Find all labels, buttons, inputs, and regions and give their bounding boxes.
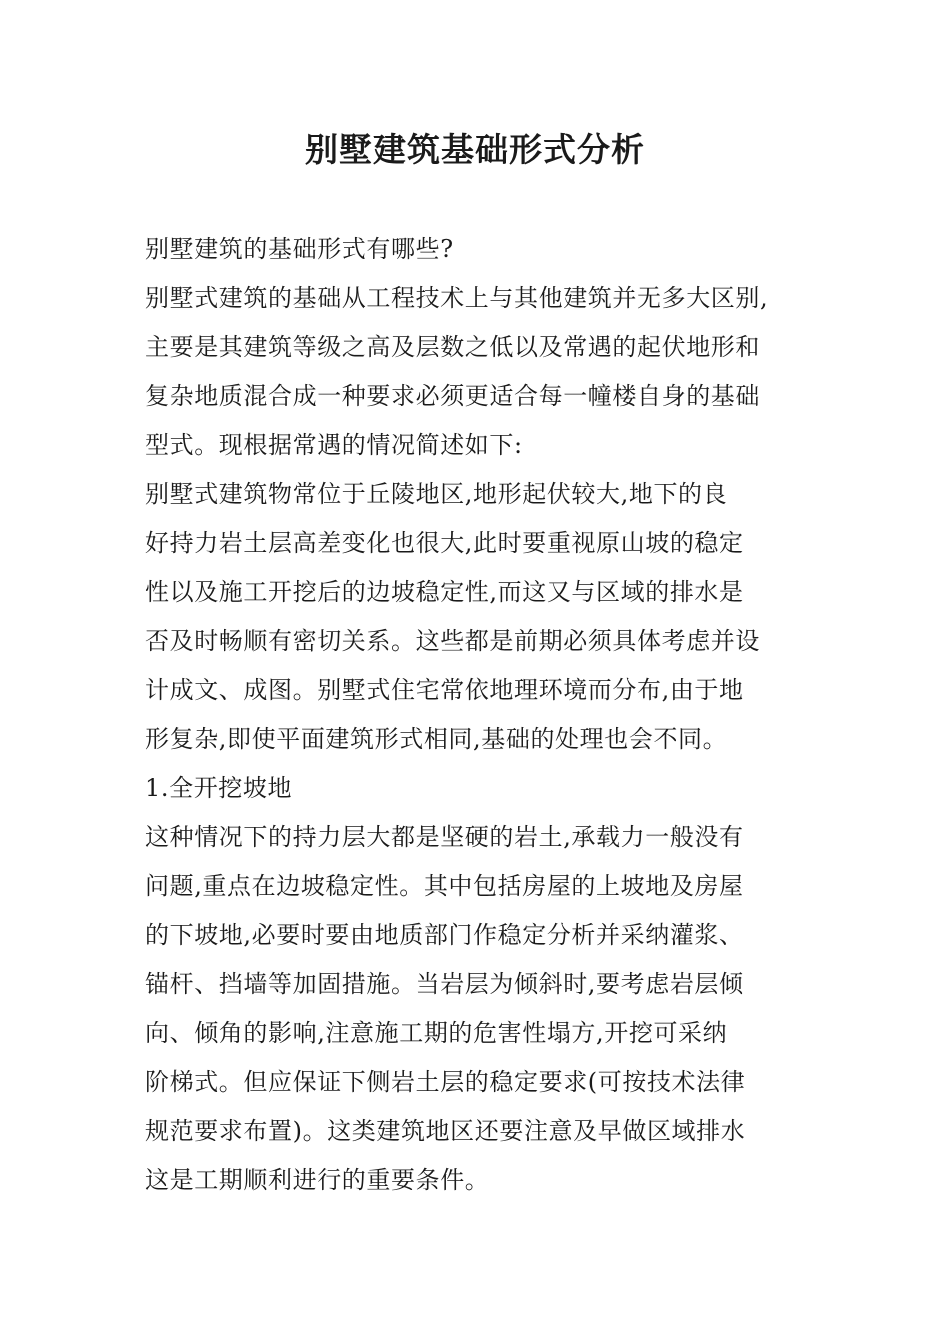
text-line: 形复杂,即使平面建筑形式相同,基础的处理也会不同。 <box>145 725 728 753</box>
text-line: 别墅建筑的基础形式有哪些? <box>145 235 454 263</box>
document-title: 别墅建筑基础形式分析 <box>305 130 645 169</box>
text-line: 好持力岩土层高差变化也很大,此时要重视原山坡的稳定 <box>145 529 744 557</box>
text-line: 否及时畅顺有密切关系。这些都是前期必须具体考虑并设 <box>145 627 760 655</box>
text-line: 这种情况下的持力层大都是坚硬的岩土,承载力一般没有 <box>145 823 744 851</box>
text-line: 这是工期顺利进行的重要条件。 <box>145 1166 490 1194</box>
text-line: 规范要求布置)。这类建筑地区还要注意及早做区域排水 <box>145 1117 746 1145</box>
text-line: 型式。现根据常遇的情况简述如下: <box>145 431 523 459</box>
text-line: 主要是其建筑等级之高及层数之低以及常遇的起伏地形和 <box>145 333 760 361</box>
text-line: 的下坡地,必要时要由地质部门作稳定分析并采纳灌浆、 <box>145 921 744 949</box>
text-line: 锚杆、挡墙等加固措施。当岩层为倾斜时,要考虑岩层倾 <box>145 970 744 998</box>
text-line: 计成文、成图。别墅式住宅常依地理环境而分布,由于地 <box>145 676 744 704</box>
text-line: 别墅式建筑物常位于丘陵地区,地形起伏较大,地下的良 <box>145 480 728 508</box>
document-body <box>145 225 810 1205</box>
text-line: 向、倾角的影响,注意施工期的危害性塌方,开挖可采纳 <box>145 1019 728 1047</box>
section-heading: 1.全开挖坡地 <box>145 774 293 802</box>
text-line: 阶梯式。但应保证下侧岩土层的稳定要求(可按技术法律 <box>145 1068 746 1096</box>
text-line: 问题,重点在边坡稳定性。其中包括房屋的上坡地及房屋 <box>145 872 744 900</box>
text-line: 复杂地质混合成一种要求必须更适合每一幢楼自身的基础 <box>145 382 760 410</box>
text-line: 性以及施工开挖后的边坡稳定性,而这又与区域的排水是 <box>145 578 744 606</box>
text-line: 别墅式建筑的基础从工程技术上与其他建筑并无多大区别, <box>145 284 769 312</box>
